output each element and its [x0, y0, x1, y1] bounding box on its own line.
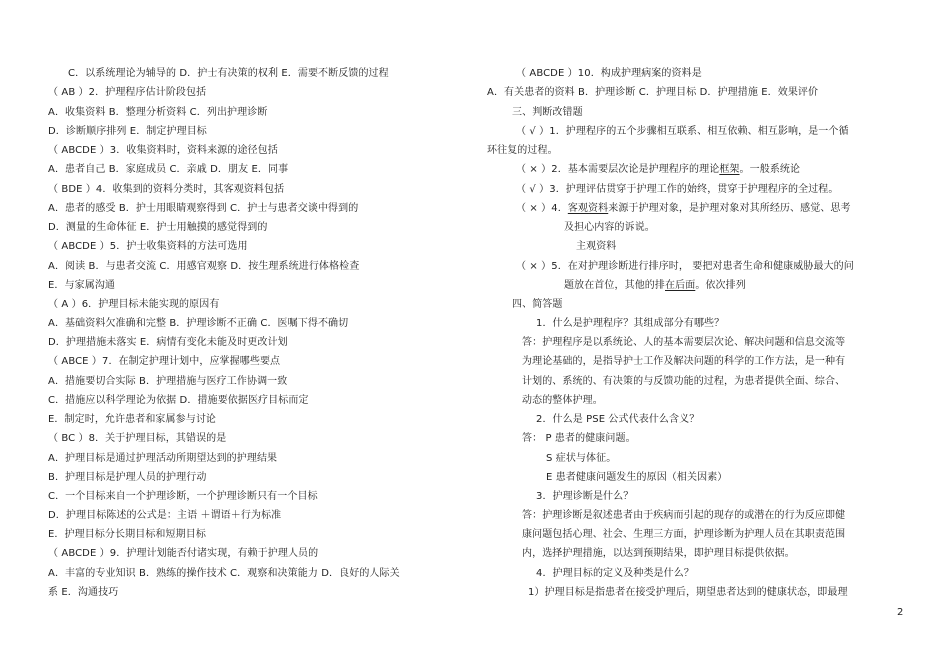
- line-text: 。一般系统论: [739, 164, 801, 175]
- text-line: 及担心内容的诉说。: [564, 222, 655, 233]
- answer-line: S 症状与体征。: [546, 453, 617, 464]
- question-line: （ BDE ）4．收集到的资料分类时，其客观资料包括: [48, 184, 285, 195]
- option-line: A．患者自己 B．家庭成员 C．亲戚 D．朋友 E．同事: [48, 164, 289, 175]
- question-line: （ ABCDE ）5．护士收集资料的方法可选用: [48, 241, 248, 252]
- question-line: 4．护理目标的定义及种类是什么？: [536, 568, 694, 579]
- line-text: 来源于护理对象，是护理对象对其所经历、感觉、思考: [608, 203, 851, 214]
- question-line: 2．什么是 PSE 公式代表什么含义？: [536, 414, 700, 425]
- question-line: （ ABCDE ）3．收集资料时，资料来源的途径包括: [48, 145, 278, 156]
- option-line: A．护理目标是通过护理活动所期望达到的护理结果: [48, 453, 278, 464]
- correction-text: 主观资料: [576, 241, 617, 252]
- question-line: （ AB ）2．护理程序估计阶段包括: [48, 87, 207, 98]
- option-line: A．患者的感受 B．护士用眼睛观察得到 C．护士与患者交谈中得到的: [48, 203, 359, 214]
- option-line: D．护理措施未落实 E．病情有变化未能及时更改计划: [48, 337, 288, 348]
- underlined-term: 框架: [719, 164, 740, 175]
- text-line: [564, 279, 746, 292]
- option-line: D．护理目标陈述的公式是：主语 ＋谓语＋行为标准: [48, 510, 282, 521]
- option-line: A．阅读 B．与患者交流 C．用感官观察 D．按生理系统进行体格检查: [48, 261, 360, 272]
- question-line: （ √ ）3．护理评估贯穿于护理工作的始终，贯穿于护理程序的全过程。: [516, 184, 839, 195]
- option-line: 系 E．沟通技巧: [48, 587, 119, 598]
- option-line: A．措施要切合实际 B．护理措施与医疗工作协调一致: [48, 376, 288, 387]
- line-text: （ × ）4．: [516, 203, 568, 214]
- answer-line: 计划的、系统的、有决策的与反馈功能的过程，为患者提供全面、综合、: [522, 376, 846, 387]
- option-line: A．基础资料欠准确和完整 B．护理诊断不正确 C．医嘱下得不确切: [48, 318, 349, 329]
- section-heading: 四、简答题: [512, 299, 563, 310]
- question-line: （ × ）5．在对护理诊断进行排序时， 要把对患者生命和健康威胁最大的问: [516, 261, 854, 272]
- question-line: [516, 202, 851, 215]
- answer-line: 动态的整体护理。: [522, 395, 603, 406]
- underlined-term: 在后面: [665, 280, 696, 291]
- option-line: D．诊断顺序排列 E．制定护理目标: [48, 126, 207, 137]
- question-line: 1．什么是护理程序？其组成部分有哪些？: [536, 318, 725, 329]
- answer-line: 康问题包括心理、社会、生理三方面，护理诊断为护理人员在其职责范围: [522, 529, 846, 540]
- option-line: E．护理目标分长期目标和短期目标: [48, 529, 206, 540]
- question-line: 3．护理诊断是什么？: [536, 491, 634, 502]
- option-line: A．收集资料 B．整理分析资料 C．列出护理诊断: [48, 107, 268, 118]
- option-line: E．与家属沟通: [48, 280, 116, 291]
- question-line: （ BC ）8．关于护理目标，其错误的是: [48, 433, 227, 444]
- option-line: E．制定时，允许患者和家属参与讨论: [48, 414, 217, 425]
- question-line: （ ABCDE ）9．护理计划能否付诸实现，有赖于护理人员的: [48, 548, 319, 559]
- answer-line: 答：护理程序是以系统论、人的基本需要层次论、解决问题和信息交流等: [522, 337, 846, 348]
- text-line: 环往复的过程。: [487, 145, 558, 156]
- answer-line: 1）护理目标是指患者在接受护理后，期望患者达到的健康状态，即最理: [528, 587, 848, 598]
- question-line: （ ABCDE ）10．构成护理病案的资料是: [516, 68, 702, 79]
- line-text: （ × ）2．基本需要层次论是护理程序的理论: [516, 164, 720, 175]
- option-line: A．有关患者的资料 B．护理诊断 C．护理目标 D．护理措施 E．效果评价: [487, 87, 819, 98]
- option-line: C．措施应以科学理论为依据 D．措施要依据医疗目标而定: [48, 395, 309, 406]
- option-line: A．丰富的专业知识 B．熟练的操作技术 C．观察和决策能力 D．良好的人际关: [48, 568, 400, 579]
- page-number: 2: [897, 607, 904, 618]
- answer-line: 答：护理诊断是叙述患者由于疾病而引起的现存的或潜在的行为反应即健: [522, 510, 846, 521]
- line-text: 。依次排列: [695, 280, 746, 291]
- option-line: D．测量的生命体征 E．护士用触摸的感觉得到的: [48, 222, 268, 233]
- answer-line: E 患者健康问题发生的原因（相关因素）: [546, 472, 728, 483]
- answer-line: 内，选择护理措施，以达到预期结果，即护理目标提供依据。: [522, 548, 795, 559]
- question-line: （ ABCE ）7．在制定护理计划中，应掌握哪些要点: [48, 356, 281, 367]
- option-line: C．一个目标来自一个护理诊断，一个护理诊断只有一个目标: [48, 491, 318, 502]
- line-text: 题放在首位，其他的排: [564, 280, 665, 291]
- section-heading: 三、判断改错题: [512, 107, 583, 118]
- question-line: （ √ ）1．护理程序的五个步骤相互联系、相互依赖、相互影响，是一个循: [516, 126, 849, 137]
- question-line: （ A ）6．护理目标未能实现的原因有: [48, 299, 220, 310]
- text-line: C．以系统理论为辅导的 D．护士有决策的权利 E．需要不断反馈的过程: [68, 68, 389, 79]
- answer-line: 为理论基础的，是指导护士工作及解决问题的科学的工作方法，是一种有: [522, 356, 846, 367]
- question-line: [516, 163, 800, 176]
- option-line: B．护理目标是护理人员的护理行动: [48, 472, 207, 483]
- answer-line: 答： P 患者的健康问题。: [522, 433, 636, 444]
- underlined-term: 客观资料: [567, 203, 609, 214]
